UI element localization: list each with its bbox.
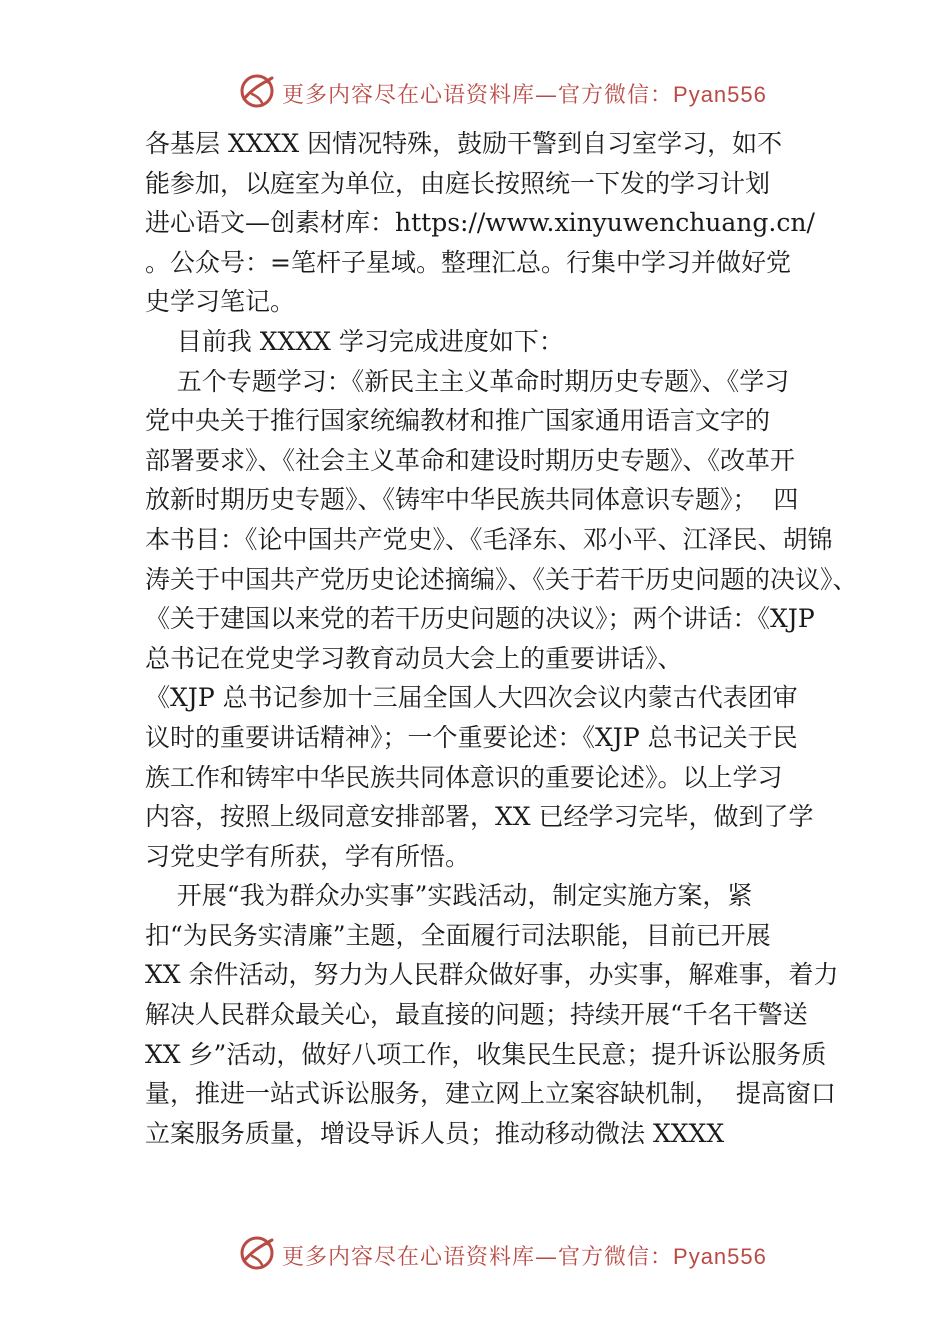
- watermark-label: 更多内容尽在心语资料库—官方微信：: [282, 83, 674, 108]
- text-line: XX 余件活动，努力为人民群众做好事，办实事，解难事，着力: [145, 960, 839, 990]
- text-line: 本书目：《论中国共产党史》、《毛泽东、邓小平、江泽民、胡锦: [145, 524, 833, 554]
- watermark-wechat-id: Pyan556: [673, 1244, 767, 1269]
- text-line: 扣“为民务实清廉”主题，全面履行司法职能，目前已开展: [145, 920, 771, 950]
- footer-watermark: [0, 1232, 950, 1276]
- brush-logo-icon: [238, 72, 276, 110]
- text-line: 五个专题学习：《新民主主义革命时期历史专题》、《学习: [145, 366, 790, 396]
- text-line: 内容，按照上级同意安排部署，XX 已经学习完毕，做到了学: [145, 802, 814, 832]
- watermark-wechat-id: Pyan556: [673, 82, 767, 107]
- text-line: 部署要求》、《社会主义革命和建设时期历史专题》、《改革开: [145, 445, 796, 475]
- text-line: 史学习笔记。: [145, 287, 296, 317]
- text-line: 放新时期历史专题》、《铸牢中华民族共同体意识专题》； 四: [145, 485, 799, 515]
- header-watermark: [0, 70, 950, 114]
- watermark-text: [282, 78, 767, 109]
- text-line: 《关于建国以来党的若干历史问题的决议》；两个讲话：《XJP: [145, 604, 815, 634]
- text-line: 目前我 XXXX 学习完成进度如下：: [145, 326, 564, 356]
- text-line: 能参加，以庭室为单位，由庭长按照统一下发的学习计划: [145, 168, 771, 198]
- text-line: 立案服务质量，增设导诉人员；推动移动微法 XXXX: [145, 1118, 725, 1148]
- text-line: 进心语文—创素材库：https://www.xinyuwenchuang.cn/: [145, 208, 815, 238]
- text-line: 议时的重要讲话精神》；一个重要论述：《XJP 总书记关于民: [145, 722, 798, 752]
- text-line: 《XJP 总书记参加十三届全国人大四次会议内蒙古代表团审: [145, 683, 798, 713]
- text-line: 开展“我为群众办实事”实践活动，制定实施方案，紧: [145, 881, 753, 911]
- brush-logo-icon: [238, 1234, 276, 1272]
- text-line: 涛关于中国共产党历史论述摘编》、《关于若干历史问题的决议》、: [145, 564, 858, 594]
- text-line: 党中央关于推行国家统编教材和推广国家通用语言文字的: [145, 406, 771, 436]
- text-line: 量，推进一站式诉讼服务，建立网上立案容缺机制， 提高窗口: [145, 1079, 836, 1109]
- text-line: XX 乡”活动，做好八项工作，收集民生民意；提升诉讼服务质: [145, 1039, 827, 1069]
- watermark-text: [282, 1240, 767, 1271]
- text-line: 。公众号：=笔杆子星域。整理汇总。行集中学习并做好党: [145, 247, 791, 277]
- watermark-label: 更多内容尽在心语资料库—官方微信：: [282, 1245, 674, 1270]
- document-body: [145, 124, 858, 1153]
- text-line: 各基层 XXXX 因情况特殊，鼓励干警到自习室学习，如不: [145, 129, 783, 158]
- text-line: 总书记在党史学习教育动员大会上的重要讲话》、: [145, 643, 683, 673]
- text-line: 族工作和铸牢中华民族共同体意识的重要论述》。以上学习: [145, 762, 783, 792]
- text-line: 解决人民群众最关心，最直接的问题；持续开展“千名干警送: [145, 1000, 808, 1030]
- text-line: 习党史学有所获，学有所悟。: [145, 841, 471, 871]
